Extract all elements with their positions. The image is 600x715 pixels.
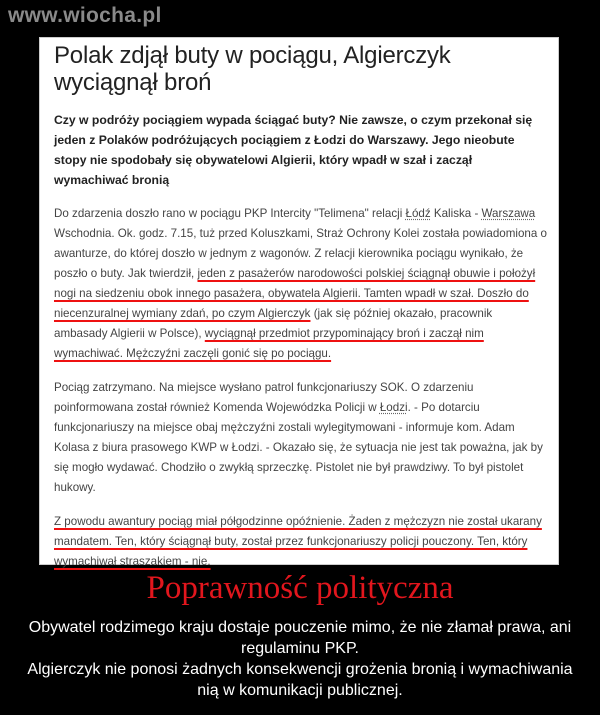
caption-line-2: Algierczyk nie ponosi żadnych konsekwencji grożenia bronią i wymachiwania nią w komunikacji publicznej. [27,661,573,699]
red-underlined-text: jeden z pasażerów narodowości polskiej ściągnął obuwie i położył nogi na siedzeniu obok innego pasażera, obywatela Algierii. Tamten wpadł w szał. Doszło do niecenzuralnej wymiany zdań, po czym Algierczyk [54,267,536,320]
article-paragraph-2 [54,378,548,498]
text-fragment: Wschodnia. Ok. godz. 7.15, tuż przed Koluszkami, Straż Ochrony Kolei została powiadomiona o awanturze, do której doszło w jednym z wagonów. Z relacji kierownika pociągu wynikało, że poszło o buty. Jak twierdził, [54,227,547,280]
text-fragment: . - Po dotarciu funkcjonariuszy na miejsce obaj mężczyźni zostali wylegitymowani - informuje kom. Adam Kolasa z biura prasowego KWP w Łodzi. - Okazało się, że sytuacja nie jest tak poważna, jak by się mogło wydawać. Chodziło o zwykłą sprzeczkę. Pistolet nie był prawdziwy. To był pistolet hukowy. [54,401,543,494]
article-title: Polak zdjął buty w pociągu, Algierczyk wyciągnął broń [54,42,451,96]
caption-title: Poprawność polityczna [146,570,454,606]
text-fragment: Do zdarzenia doszło rano w pociągu PKP Intercity "Telimena" relacji [54,207,406,220]
article-paragraph-1 [54,204,548,364]
site-logo: www.wiocha.pl [8,4,162,27]
link-lodz[interactable]: Łódź [405,207,431,220]
red-underlined-text: Z powodu awantury pociąg miał półgodzinne opóźnienie. Żaden z mężczyzn nie został ukarany mandatem. Ten, który ściągnął buty, został przez funkcjonariuszy policji pouczony. Ten, który wymachiwał straszakiem - nie. [54,515,542,568]
article-paragraph-3 [54,512,548,572]
link-warszawa[interactable]: Warszawa [481,207,536,220]
article-screenshot [39,37,559,568]
article [54,42,548,572]
caption-line-1: Obywatel rodzimego kraju dostaje pouczenie mimo, że nie złamał prawa, ani regulaminu PKP. [28,619,572,657]
text-fragment: Pociąg zatrzymano. Na miejsce wysłano patrol funkcjonariuszy SOK. O zdarzeniu poinformowana został również Komenda Wojewódzka Policji w [54,381,474,414]
caption-body [20,617,580,701]
red-underlined-text: wyciągnął przedmiot przypominający broń i zaczął nim wymachiwać. Mężczyźni zaczęli gonić się po pociągu. [54,327,484,360]
text-fragment: Kaliska - [430,207,482,220]
article-lead: Czy w podróży pociągiem wypada ściągać buty? Nie zawsze, o czym przekonał się jeden z Polaków podróżujących pociągiem z Łodzi do Warszawy. Jego nieobute stopy nie spodobały się obywatelowi Algierii, który wpadł w szał i zaczął wymachiwać bronią [54,113,533,187]
link-lodzi[interactable]: Łodzi [379,401,408,414]
text-fragment: (jak się później okazało, pracownik ambasady Algierii w Polsce), [54,307,493,340]
